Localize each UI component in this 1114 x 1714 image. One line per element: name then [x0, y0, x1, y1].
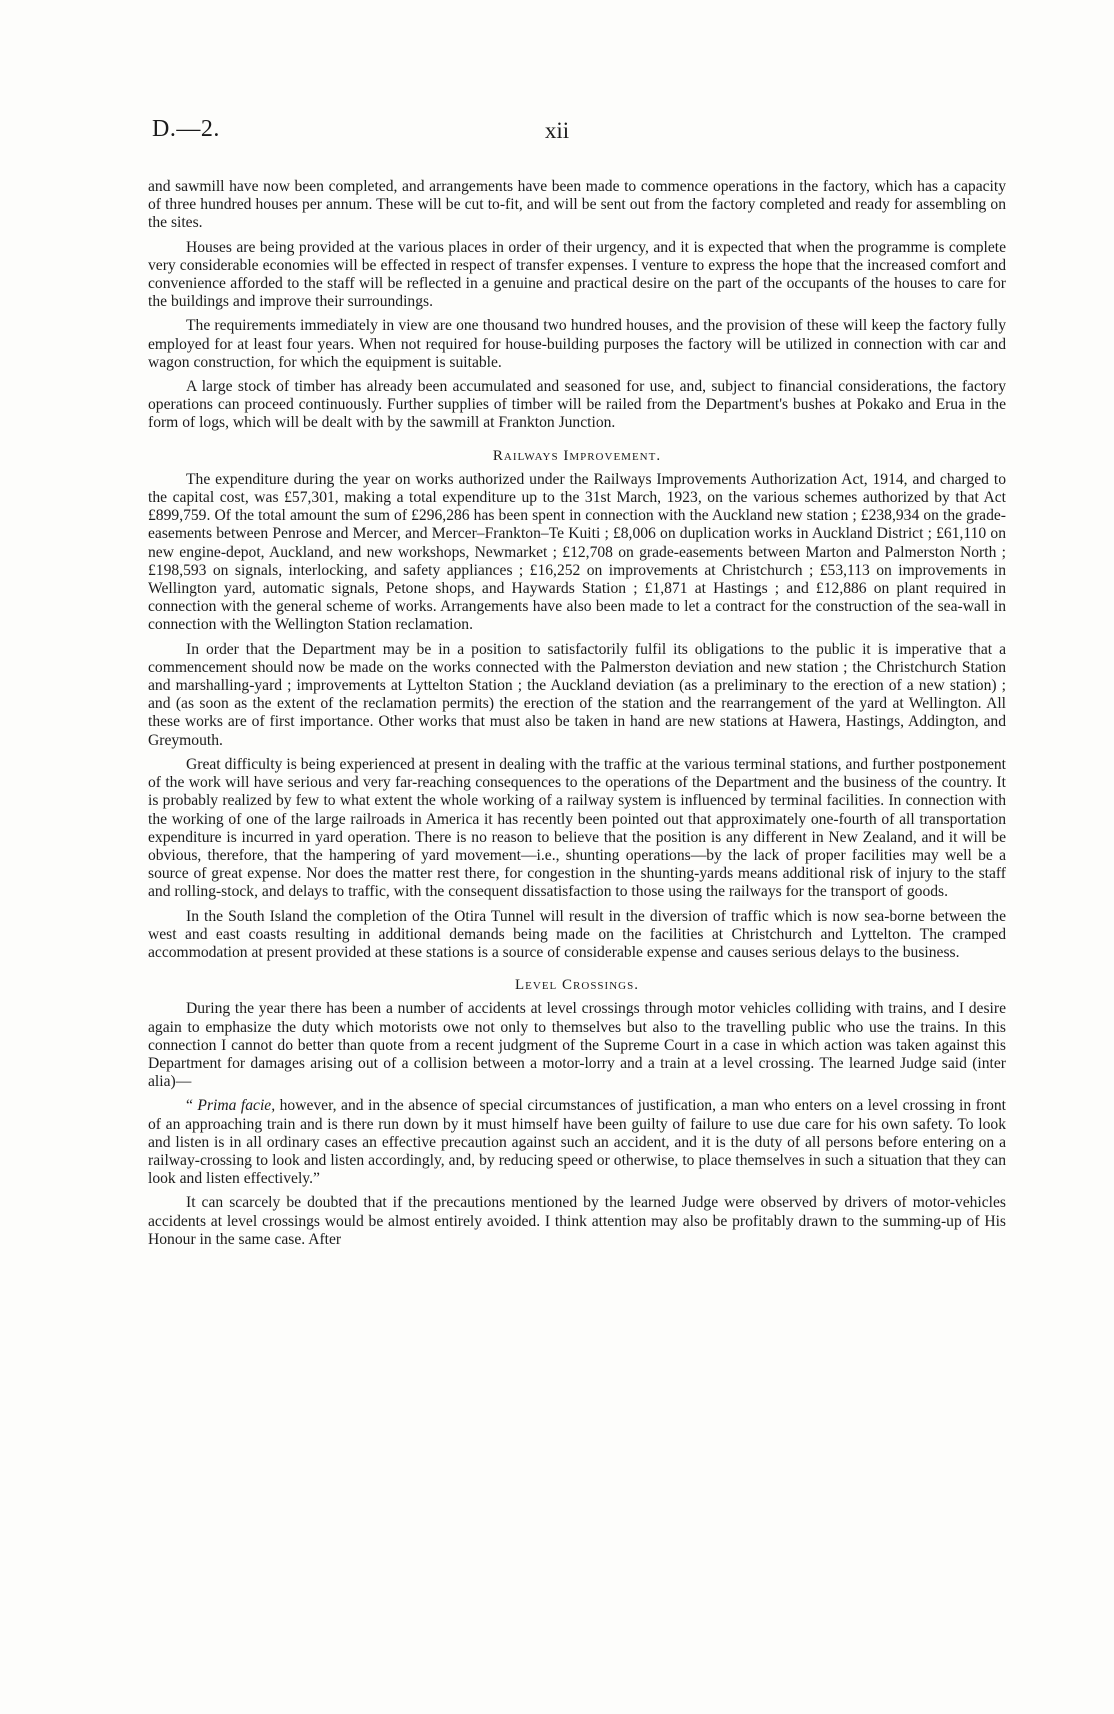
judge-quote: [148, 1097, 1006, 1188]
document-reference: D.—2.: [152, 116, 220, 142]
paragraph-timber: A large stock of timber has already been accumulated and seasoned for use, and, subject to financial considerations, the factory operations can proceed continuously. Further supplies of timber will be railed from the Department's bushes at Pokako and Erua in the form of logs, which will be dealt with by the sawmill at Frankton Junction.: [148, 378, 1006, 432]
quote-lead-italic: Prima facie,: [197, 1097, 276, 1115]
paragraph-south-island: In the South Island the completion of the Otira Tunnel will result in the diversion of traffic which is now sea-borne between the west and east coasts resulting in additional demands being made on the facilities at Christchurch and Lyttelton. The cramped accommodation at present provided at these stations is a source of considerable expense and causes serious delays to the business.: [148, 907, 1006, 961]
paragraph-precautions: It can scarcely be doubted that if the precautions mentioned by the learned Judge were observed by drivers of motor-vehicles accidents at level crossings would be almost entirely avoided. I think attention may also be profitably drawn to the summing-up of His Honour in the same case. After: [148, 1194, 1006, 1248]
paragraph-terminal-difficulty: Great difficulty is being experienced at present in dealing with the traffic at the various terminal stations, and further postponement of the work will have serious and very far-reaching consequences to the operations of the Department and the business of the country. It is probably realized by few to what extent the whole working of a railway system is influenced by terminal facilities. In connection with the working of one of the large railroads in America it has recently been pointed out that approximately one-fourth of all transportation expenditure is incurred in yard operation. There is no reason to believe that the position is any different in New Zealand, and it will be obvious, therefore, that the hampering of yard movement—i.e., shunting operations—by the lack of proper facilities may well be a source of great expense. Nor does the matter rest there, for congestion in the shunting-yards means additional risk of injury to the staff and rolling-stock, and delays to traffic, with the consequent dissatisfaction to those using the railways for the transport of goods.: [148, 755, 1006, 901]
quote-open-mark: “: [186, 1097, 198, 1115]
paragraph-obligations: In order that the Department may be in a position to satisfactorily fulfil its obligations to the public it is imperative that a commencement should now be made on the works connected with the Palmerston deviation and new station ; the Christchurch Station and marshalling-yard ; improvements at Lyttelton Station ; the Auckland deviation (as a preliminary to the erection of a new station) ; and (as soon as the extent of the reclamation permits) the erection of the station and the rearrangement of the yard at Wellington. All these works are of first importance. Other works that must also be taken in hand are new stations at Hawera, Hastings, Addington, and Greymouth.: [148, 640, 1006, 749]
page-number: xii: [544, 118, 570, 143]
paragraph-requirements: The requirements immediately in view are one thousand two hundred houses, and the provision of these will keep the factory fully employed for at least four years. When not required for house-building purposes the factory will be utilized in connection with car and wagon construction, for which the equipment is suitable.: [148, 317, 1006, 371]
document-body: [148, 178, 1006, 1255]
heading-level-crossings: Level Crossings.: [515, 977, 639, 994]
paragraph-sawmill: and sawmill have now been completed, and arrangements have been made to commence operations in the factory, which has a capacity of three hundred houses per annum. These will be cut to-fit, and will be sent out from the factory completed and ready for assembling on the sites.: [148, 178, 1006, 232]
paragraph-houses: Houses are being provided at the various places in order of their urgency, and it is expected that when the programme is complete very considerable economies will be effected in respect of transfer expenses. I venture to express the hope that the increased comfort and convenience afforded to the staff will be reflected in a genuine and practical desire on the part of the occupants of the houses to care for the buildings and improve their surroundings.: [148, 238, 1006, 311]
paragraph-expenditure: The expenditure during the year on works authorized under the Railways Improvements Authorization Act, 1914, and charged to the capital cost, was £57,301, making a total expenditure up to the 31st March, 1923, on the various schemes authorized by that Act £899,759. Of the total amount the sum of £296,286 has been spent in connection with the Auckland new station ; £238,934 on the grade-easements between Penrose and Mercer, and Mercer–Frankton–Te Kuiti ; £8,006 on duplication works in Auckland District ; £61,110 on new engine-depot, Auckland, and new workshops, Newmarket ; £12,708 on grade-easements between Marton and Palmerston North ; £198,593 on signals, interlocking, and safety appliances ; £16,252 on improvements at Christchurch ; £53,113 on improvements in Wellington yard, automatic signals, Petone shops, and Haywards Station ; £1,871 at Hastings ; and £12,886 on plant required in connection with the general scheme of works. Arrangements have also been made to let a contract for the construction of the sea-wall in connection with the Wellington Station reclamation.: [148, 470, 1006, 634]
heading-railways-improvement: Railways Improvement.: [492, 447, 662, 464]
paragraph-accidents: During the year there has been a number of accidents at level crossings through motor vehicles colliding with trains, and I desire again to emphasize the duty which motorists owe not only to themselves but also to the travelling public who use the trains. In this connection I cannot do better than quote from a recent judgment of the Supreme Court in a case in which action was taken against this Department for damages arising out of a collision between a motor-lorry and a train at a level crossing. The learned Judge said (inter alia)—: [148, 1000, 1006, 1091]
quote-body: however, and in the absence of special circumstances of justification, a man who enters on a level crossing in front of an approaching train and is there run down by it must himself have been guilty of failure to use due care for his own safety. To look and listen is in all ordinary cases an effective precaution against such an accident, and it is the duty of all persons before entering on a railway-crossing to look and listen accordingly, and, by reducing speed or otherwise, to place themselves in such a situation that they can look and listen effectively.”: [148, 1097, 1006, 1188]
